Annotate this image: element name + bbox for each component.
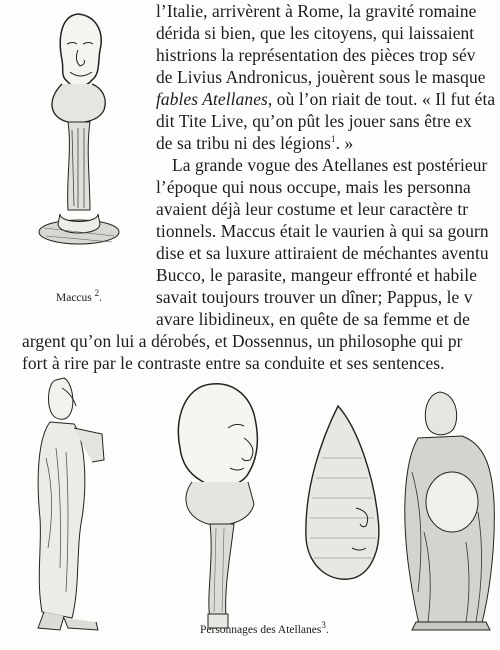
text-line-2: dérida si bien, que les citoyens, qui laissaient [156, 23, 475, 43]
text-line-7-main: de sa tribu ni des légions [156, 133, 332, 153]
maccus-statuette-illustration [20, 10, 140, 270]
text-line-4: de Livius Andronicus, jouèrent sous le masque [156, 67, 486, 87]
pointed-head-mask-illustration [292, 398, 392, 598]
standing-figure-illustration [22, 368, 132, 638]
text-line-5 [156, 88, 495, 110]
text-line-3: histrions la représentation des pièces trop sév [156, 45, 476, 65]
footnote-marker-3: 3 [321, 620, 326, 631]
caption-personnages-text: Personnages des Atellanes [200, 624, 322, 636]
text-line-16: argent qu’on lui a dérobés, et Dossennus, un philosophe qui pr [22, 331, 463, 351]
text-line-17: fort à rire par le contraste entre sa conduite et ses sentences. [22, 353, 445, 373]
bald-mask-statuette-illustration [150, 378, 290, 638]
text-line-10: avaient déjà leur costume et leur caractère tr [156, 199, 469, 219]
text-line-12: dise et sa luxure attiraient de méchantes aventu [156, 243, 489, 263]
caption-personnages-end: . [325, 624, 329, 636]
caption-maccus [56, 288, 103, 304]
text-line-7 [156, 132, 353, 154]
caption-maccus-text: Maccus [56, 292, 95, 304]
draped-figure-illustration [396, 382, 500, 638]
text-line-13: Bucco, le parasite, mangeur effronté et habile [156, 265, 478, 285]
footnote-marker-1: 1 [331, 134, 336, 145]
text-line-1: l’Italie, arrivèrent à Rome, la gravité romaine [156, 1, 477, 21]
footnote-marker-2: 2 [94, 288, 100, 299]
italic-term: fables Atellanes [156, 89, 268, 109]
text-line-9: l’époque qui nous occupe, mais les personna [156, 177, 471, 197]
caption-maccus-end: . [99, 292, 103, 304]
text-line-14: savait toujours trouver un dîner; Pappus, le v [156, 287, 473, 307]
text-line-7-end: . » [335, 133, 354, 153]
text-line-8: La grande vogue des Atellanes est postérieur [172, 155, 488, 175]
text-line-15: avare libidineux, en quête de sa femme et de [156, 309, 470, 329]
text-line-5-rest: , où l’on riait de tout. « Il fut éta [267, 89, 496, 109]
caption-personnages [200, 620, 329, 636]
text-line-11: tionnels. Maccus était le vaurien à qui sa gourn [156, 221, 489, 241]
text-line-6: dit Tite Live, qu’on pût les jouer sans être ex [156, 111, 472, 131]
